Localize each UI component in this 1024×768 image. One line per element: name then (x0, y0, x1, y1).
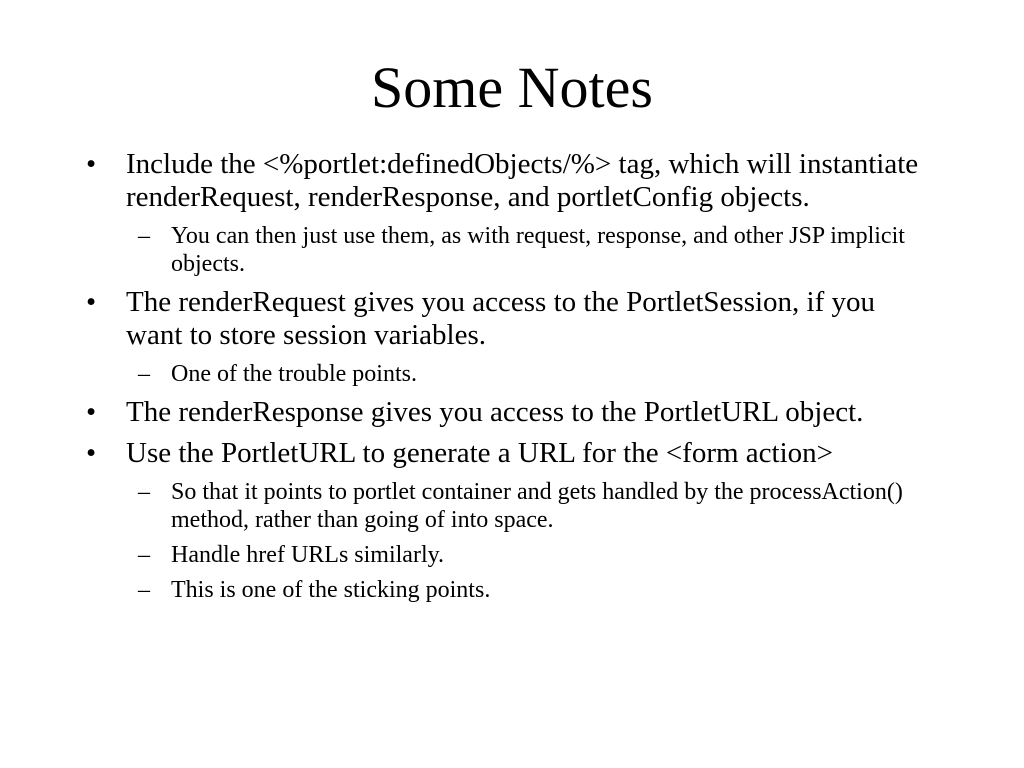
bullet-item (86, 286, 936, 388)
sub-bullet-marker: – (138, 479, 150, 505)
sub-bullet-text: So that it points to portlet container and gets handled by the processAction() method, rather than going of into space. (171, 479, 903, 533)
bullet-text: Use the PortletURL to generate a URL for the <form action> (126, 437, 834, 469)
bullet-marker: • (86, 437, 97, 469)
slide-title: Some Notes (371, 55, 653, 120)
sub-bullet-list (126, 222, 936, 278)
sub-bullet-item (126, 478, 936, 534)
sub-bullet-marker: – (138, 542, 150, 568)
sub-bullet-item (126, 541, 936, 569)
sub-bullet-marker: – (138, 361, 150, 387)
sub-bullet-item (126, 576, 936, 604)
sub-bullet-list (126, 478, 936, 604)
sub-bullet-text: Handle href URLs similarly. (171, 542, 445, 568)
bullet-item (86, 396, 936, 429)
sub-bullet-text: You can then just use them, as with request, response, and other JSP implicit objects. (171, 223, 905, 277)
bullet-marker: • (86, 148, 97, 180)
bullet-marker: • (86, 396, 97, 428)
bullet-text: The renderRequest gives you access to the PortletSession, if you want to store session variables. (126, 286, 876, 351)
sub-bullet-marker: – (138, 223, 150, 249)
bullet-item (86, 437, 936, 604)
bullet-item (86, 148, 936, 278)
sub-bullet-text: One of the trouble points. (171, 361, 417, 387)
bullet-text: Include the <%portlet:definedObjects/%> tag, which will instantiate renderRequest, renderResponse, and portletConfig objects. (126, 148, 919, 213)
sub-bullet-text: This is one of the sticking points. (171, 577, 491, 603)
sub-bullet-marker: – (138, 577, 150, 603)
sub-bullet-list (126, 360, 936, 388)
bullet-marker: • (86, 286, 97, 318)
slide-content (86, 148, 936, 612)
bullet-list (86, 148, 936, 604)
sub-bullet-item (126, 360, 936, 388)
bullet-text: The renderResponse gives you access to the PortletURL object. (126, 396, 864, 428)
sub-bullet-item (126, 222, 936, 278)
